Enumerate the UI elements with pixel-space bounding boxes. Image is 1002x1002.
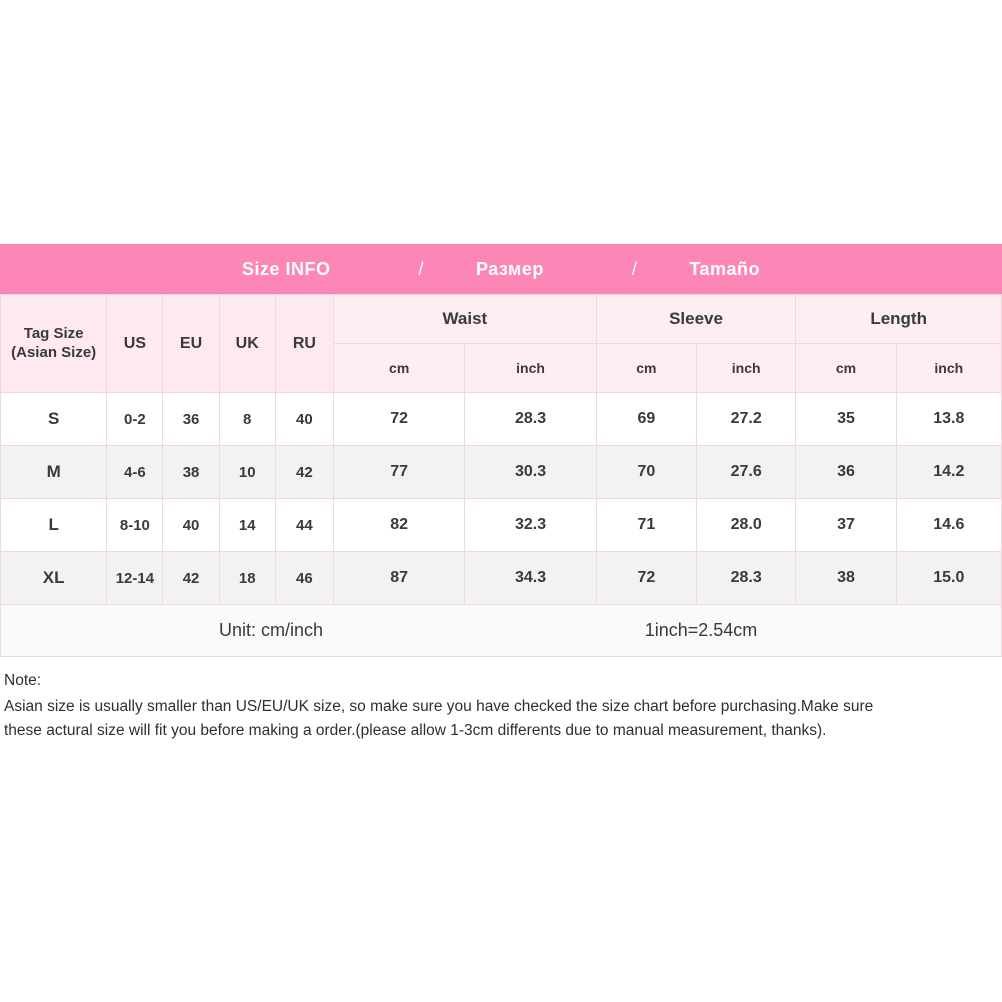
cell-ru: 46 [275, 552, 333, 605]
cell-sleeve-cm: 71 [596, 499, 696, 552]
col-header-length-inch: inch [896, 344, 1001, 393]
cell-length-inch: 13.8 [896, 393, 1001, 446]
cell-eu: 36 [163, 393, 219, 446]
note-line-2: these actural size will fit you before making a order.(please allow 1-3cm differents due to manual measurement, thanks). [4, 722, 827, 740]
col-header-tag-size [1, 295, 107, 393]
cell-ru: 40 [275, 393, 333, 446]
header-separator-2: / [631, 258, 638, 279]
cell-sleeve-cm: 69 [596, 393, 696, 446]
col-header-waist-cm: cm [333, 344, 464, 393]
table-row [1, 499, 1002, 552]
cell-waist-cm: 77 [333, 446, 464, 499]
cell-tag-size: M [1, 446, 107, 499]
cell-waist-inch: 30.3 [465, 446, 596, 499]
cell-length-cm: 37 [796, 499, 896, 552]
table-header-row-1 [1, 295, 1002, 344]
cell-us: 0-2 [107, 393, 163, 446]
cell-us: 4-6 [107, 446, 163, 499]
cell-length-inch: 14.2 [896, 446, 1001, 499]
cell-eu: 42 [163, 552, 219, 605]
cell-uk: 8 [219, 393, 275, 446]
cell-sleeve-inch: 28.3 [697, 552, 796, 605]
cell-sleeve-cm: 70 [596, 446, 696, 499]
col-header-waist: Waist [333, 295, 596, 344]
col-header-us: US [107, 295, 163, 393]
cell-length-cm: 38 [796, 552, 896, 605]
col-header-eu: EU [163, 295, 219, 393]
cell-length-inch: 14.6 [896, 499, 1001, 552]
cell-waist-inch: 28.3 [465, 393, 596, 446]
tag-size-line2: (Asian Size) [11, 343, 97, 361]
col-header-length: Length [796, 295, 1002, 344]
cell-waist-cm: 87 [333, 552, 464, 605]
cell-tag-size: L [1, 499, 107, 552]
cell-sleeve-inch: 27.6 [697, 446, 796, 499]
header-separator-1: / [418, 258, 424, 279]
col-header-sleeve-inch: inch [697, 344, 796, 393]
table-row [1, 393, 1002, 446]
col-header-waist-inch: inch [465, 344, 596, 393]
size-chart [0, 244, 1002, 753]
unit-label: Unit: cm/inch [218, 620, 324, 640]
tag-size-line1: Tag Size [23, 324, 84, 342]
table-head [1, 295, 1002, 393]
col-header-ru: RU [275, 295, 333, 393]
cell-us: 8-10 [107, 499, 163, 552]
cell-sleeve-cm: 72 [596, 552, 696, 605]
col-header-length-cm: cm [796, 344, 896, 393]
size-info-label: Size INFO [241, 258, 331, 279]
cell-uk: 18 [219, 552, 275, 605]
size-info-header [0, 244, 1002, 294]
cell-sleeve-inch: 28.0 [697, 499, 796, 552]
table-row [1, 552, 1002, 605]
cell-tag-size: XL [1, 552, 107, 605]
size-info-label-ru: Размер [476, 258, 544, 279]
unit-conversion: 1inch=2.54cm [644, 620, 758, 640]
cell-eu: 40 [163, 499, 219, 552]
cell-length-cm: 36 [796, 446, 896, 499]
note-line-1: Asian size is usually smaller than US/EU/UK size, so make sure you have checked the size chart before purchasing.Make sure [4, 698, 874, 716]
cell-us: 12-14 [107, 552, 163, 605]
col-header-sleeve-cm: cm [596, 344, 696, 393]
cell-ru: 42 [275, 446, 333, 499]
cell-uk: 14 [219, 499, 275, 552]
cell-waist-inch: 34.3 [465, 552, 596, 605]
cell-eu: 38 [163, 446, 219, 499]
cell-length-inch: 15.0 [896, 552, 1001, 605]
col-header-uk: UK [219, 295, 275, 393]
table-row [1, 446, 1002, 499]
cell-waist-inch: 32.3 [465, 499, 596, 552]
note-title: Note: [4, 672, 42, 689]
size-info-label-es: Tamaño [689, 258, 761, 279]
unit-row [0, 605, 1002, 657]
cell-ru: 44 [275, 499, 333, 552]
table-body [1, 393, 1002, 605]
note-block [0, 657, 1002, 753]
cell-uk: 10 [219, 446, 275, 499]
cell-length-cm: 35 [796, 393, 896, 446]
cell-tag-size: S [1, 393, 107, 446]
cell-waist-cm: 82 [333, 499, 464, 552]
col-header-sleeve: Sleeve [596, 295, 796, 344]
cell-sleeve-inch: 27.2 [697, 393, 796, 446]
size-table [0, 294, 1002, 605]
cell-waist-cm: 72 [333, 393, 464, 446]
